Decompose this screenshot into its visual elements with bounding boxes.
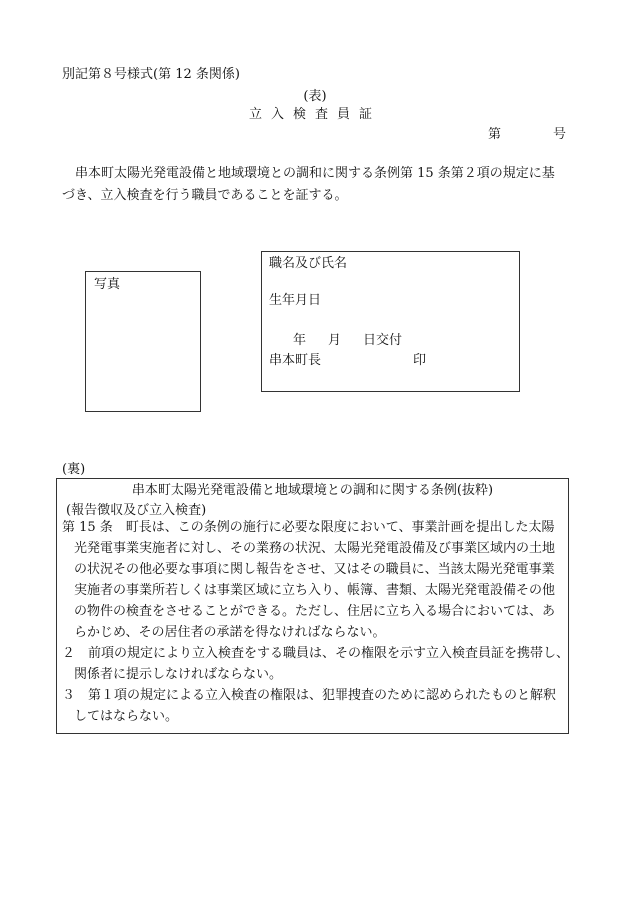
issue-date [269,332,402,350]
number-prefix: 第 [488,127,502,142]
front-side-label: (表) [303,89,327,104]
seal-mark: 印 [413,353,427,368]
excerpt-heading: (報告徴収及び立入検査) [66,503,207,518]
article-line-end: らかじめ、その居住者の承諾を得なければならない。 [74,625,386,640]
number-suffix: 号 [553,127,567,142]
article-line: 光発電事業実施者に対し、その業務の状況、太陽光発電設備及び事業区域内の土地 [74,541,556,556]
paragraph-3-line: ３ 第１項の規定による立入検査の権限は、犯罪捜査のために認められたものと解釈 [62,688,557,703]
card-title: 立入検査員証 [248,107,381,122]
issuer [269,352,426,370]
year-label: 年 [293,333,307,348]
month-label: 月 [328,333,342,348]
paragraph-2-line: ２ 前項の規定により立入検査をする職員は、その権限を示す立入検査員証を携帯し、 [62,646,570,661]
excerpt-title: 串本町太陽光発電設備と地域環境との調和に関する条例(抜粋) [131,483,494,498]
certificate-number [488,126,566,144]
back-side-label: (裏) [62,462,86,477]
article-line: 第 15 条 町長は、この条例の施行に必要な限度において、事業計画を提出した太陽 [62,520,555,535]
article-line: 実施者の事業所若しくは事業区域に立ち入り、帳簿、書類、太陽光発電設備その他 [74,583,556,598]
paragraph-3-line: してはならない。 [74,709,179,724]
certification-statement: 串本町太陽光発電設備と地域環境との調和に関する条例第 15 条第２項の規定に基づき、立入検査を行う職員であることを証する。 [62,166,555,203]
article-line: の状況その他必要な事項に関し報告をさせ、又はその職員に、当該太陽光発電事業 [74,562,555,577]
photo-box [85,271,201,412]
name-label: 職名及び氏名 [269,256,348,271]
issued-label: 日交付 [363,333,403,348]
photo-label: 写真 [94,277,121,292]
form-number: 別記第８号様式(第 12 条関係) [62,67,240,82]
mayor-label: 串本町長 [269,353,322,368]
article-line: の物件の検査をさせることができる。ただし、住居に立ち入る場合においては、あ [74,604,556,619]
ordinance-excerpt-box [56,478,569,734]
birth-date-label: 生年月日 [269,293,322,308]
holder-info-box [261,251,520,392]
paragraph-2-line: 関係者に提示しなければならない。 [74,667,283,682]
